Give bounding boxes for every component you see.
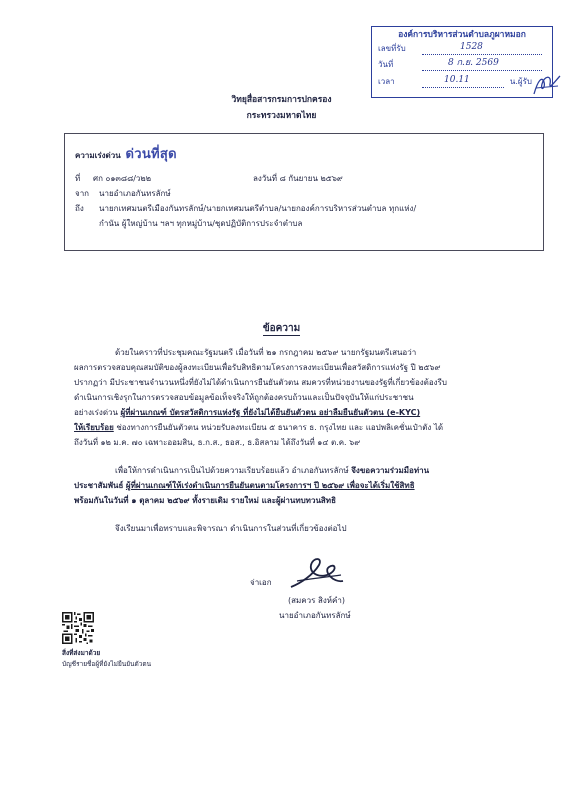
signature-icon [283,553,347,593]
to-row [75,202,416,215]
from-value: นายอำเภอกันทรลักษ์ [99,189,171,198]
doc-date: ลงวันที่ ๘ กันยายน ๒๕๖๙ [253,174,343,183]
stamp-title: องค์การบริหารส่วนตำบลภูผาหมอก [398,30,526,40]
para1-line4: ดำเนินการเชิงรุกในการตรวจสอบข้อมูลข้อเท็จจริงให้ถูกต้องครบถ้วนและเป็นปัจจุบันให้แก่ประชาชน [74,393,414,402]
stamp-received-no-value: 1528 [460,42,483,52]
signature-prefix: จ่าเอก [250,578,272,587]
para2-line2-highlight: ผู้ที่ผ่านเกณฑ์ให้เร่งดำเนินการยืนยันตนตามโครงการฯ ปี ๒๕๖๙ เพื่อจะได้เริ่มใช้สิทธิ [125,481,415,490]
para1-line6-highlight: ให้เรียบร้อย [74,423,114,432]
para2-line2 [74,479,534,492]
header-org-line1: วิทยุสื่อสารกรมการปกครอง [231,95,332,105]
urgency [75,143,177,164]
doc-number-row [75,172,151,185]
urgency-value: ด่วนที่สุด [125,147,177,162]
to-line2: กำนัน ผู้ใหญ่บ้าน ฯลฯ ทุกหมู่บ้าน/ชุดปฏิบัติการประจำตำบล [99,219,303,228]
para1-line2: ผลการตรวจสอบคุณสมบัติของผู้ลงทะเบียนเพื่อรับสิทธิตามโครงการลงทะเบียนเพื่อสวัสดิการแห่งรัฐ ปี ๒๕๖๙ [74,363,441,372]
stamp-date-label: วันที่ [378,60,394,69]
header-info-box [64,133,544,251]
stamp-received-no-label: เลขที่รับ [378,44,406,53]
from-label: จาก [75,189,90,198]
stamp-date-value: 8 ก.ย. 2569 [448,58,499,68]
receiving-stamp [371,26,553,98]
para2-line1-bold: จึงขอความร่วมมือท่าน [351,466,430,475]
para1-line1: ด้วยในคราวที่ประชุมคณะรัฐมนตรี เมื่อวันที่ ๒๑ กรกฎาคม ๒๕๖๙ นายกรัฐมนตรีเสนอว่า [115,348,417,357]
urgency-label: ความเร่งด่วน [75,151,121,160]
stamp-time-value: 10.11 [444,75,470,85]
from-row [75,187,171,200]
attachment-label: สิ่งที่ส่งมาด้วย [62,649,101,657]
signatory-position: นายอำเภอกันทรลักษ์ [279,611,351,620]
closing-line: จึงเรียนมาเพื่อทราบและพิจารณา ดำเนินการในส่วนที่เกี่ยวข้องต่อไป [115,524,347,533]
header-org-line2: กระทรวงมหาดไทย [246,111,317,121]
para2-line3: พร้อมกันในวันที่ ๑ ตุลาคม ๒๕๖๙ ทั้งรายเดิม รายใหม่ และผู้ผ่านทบทวนสิทธิ [74,496,336,505]
stamp-time-label: เวลา [378,77,395,86]
para1-line7: ถึงวันที่ ๑๒ ม.ค. ๗๐ เฉพาะออมสิน, ธ.ก.ส., ธอส., ธ.อิสลาม ได้ถึงวันที่ ๑๔ ต.ค. ๖๙ [74,438,361,447]
para1-line6-text: ช่องทางการยืนยันตัวตน หน่วยรับลงทะเบียน ๕ ธนาคาร ธ. กรุงไทย และ แอปพลิเคชั่นเป๋าตัง ได้ [116,423,444,432]
stamp-time-unit: น.ผู้รับ [509,77,532,86]
attachment-description: บัญชีรายชื่อผู้ที่ยังไม่ยืนยันตัวตน [62,660,152,668]
para2-line1-text: เพื่อให้การดำเนินการเป็นไปด้วยความเรียบร้อยแล้ว อำเภอกันทรลักษ์ [115,466,349,475]
para1-line5 [74,406,534,419]
subject-heading: ข้อความ [262,323,301,334]
doc-number-label: ที่ [75,174,81,183]
para1-line5-text: อย่างเร่งด่วน [74,408,118,417]
qr-code-icon [62,612,94,644]
para1-line3: ปรากฏว่า มีประชาชนจำนวนหนึ่งที่ยังไม่ได้ดำเนินการยืนยันตัวตน สมควรที่หน่วยงานของรัฐที่เกี่ยวข้องต้องรีบ [74,378,447,387]
to-label: ถึง [75,204,84,213]
doc-number-value: ศก ๐๑๓๘๘/ว๒๒ [93,174,151,183]
para2-line2-bold-a: ประชาสัมพันธ์ [74,481,124,490]
to-line1: นายกเทศมนตรีเมืองกันทรลักษ์/นายกเทศมนตรีตำบล/นายกองค์การบริหารส่วนตำบล ทุกแห่ง/ [99,204,417,213]
para2-line1 [74,464,534,477]
para1-line5-highlight: ผู้ที่ผ่านเกณฑ์ บัตรสวัสดิการแห่งรัฐ ที่ยังไม่ได้ยืนยันตัวตน อย่าลืมยืนยันตัวตน (e-KYC) [120,408,421,417]
para1-line6 [74,421,534,434]
signatory-name: (สมควร สิงห์คำ) [288,596,345,605]
